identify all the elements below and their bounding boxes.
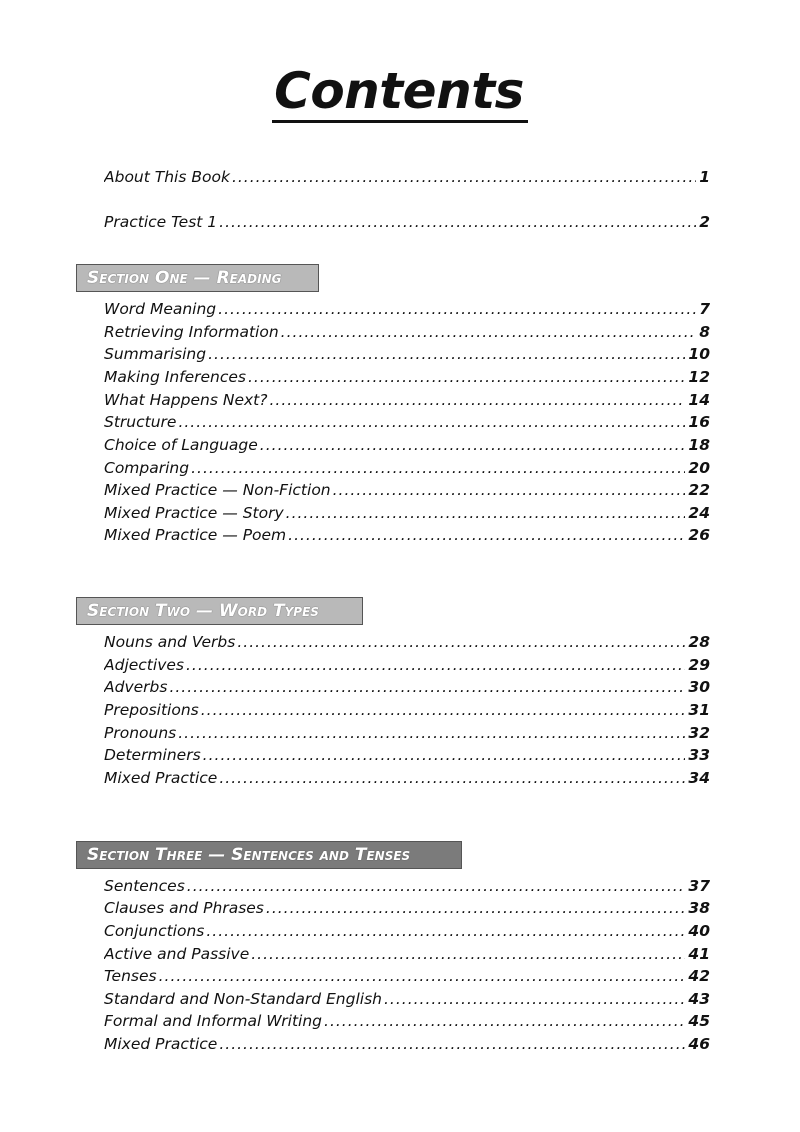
toc-entry-label: Determiners [104,746,201,764]
toc-leader-dots [232,166,696,188]
toc-entry-label: Clauses and Phrases [104,899,264,917]
toc-leader-dots [219,767,685,789]
toc-leader-dots [219,1033,685,1055]
toc-entry[interactable] [104,965,710,987]
toc-entry-label: Comparing [104,459,190,477]
toc-entry-label: Conjunctions [104,922,205,940]
toc-entry-label: Mixed Practice [104,769,218,787]
toc-entry[interactable] [104,920,710,942]
toc-entry[interactable] [104,943,710,965]
section-heading-label: Section One — Reading [87,268,282,288]
toc-entry-page: 42 [688,967,710,985]
toc-entry-page: 26 [688,526,710,544]
toc-entry[interactable] [104,366,710,388]
toc-entry[interactable] [104,722,710,744]
toc-entry[interactable] [104,1033,710,1055]
toc-entry[interactable] [104,321,710,343]
toc-leader-dots [248,366,685,388]
toc-leader-dots [159,965,686,987]
toc-entry[interactable] [104,744,710,766]
toc-leader-dots [201,699,686,721]
toc-entry-label: Structure [104,413,177,431]
toc-entry-label: Mixed Practice — Poem [104,526,287,544]
toc-entry-label: Practice Test 1 [104,213,218,231]
toc-leader-dots [251,943,685,965]
toc-entry-label: Making Inferences [104,368,246,386]
toc-entry-page: 45 [688,1012,710,1030]
toc-entry-page: 29 [688,656,710,674]
toc-leader-dots [286,502,686,524]
toc-entry[interactable] [104,897,710,919]
toc-entry-label: Prepositions [104,701,199,719]
toc-entry[interactable] [104,631,710,653]
section-heading-sentences-tenses [76,841,462,869]
toc-entry[interactable] [104,166,710,188]
toc-entry-label: What Happens Next? [104,391,268,409]
toc-entry-page: 1 [699,168,710,186]
section-heading-label: Section Two — Word Types [87,601,319,621]
toc-entry[interactable] [104,411,710,433]
toc-entry-page: 32 [688,724,710,742]
page-header [0,62,800,123]
toc-leader-dots [203,744,686,766]
toc-leader-dots [288,524,685,546]
toc-entry-page: 40 [688,922,710,940]
toc-entry-label: Nouns and Verbs [104,633,236,651]
section-heading-reading [76,264,319,292]
toc-leader-dots [206,920,685,942]
toc-leader-dots [178,722,685,744]
toc-leader-dots [324,1010,685,1032]
toc-entry-page: 24 [688,504,710,522]
toc-entry-label: Pronouns [104,724,177,742]
toc-leader-dots [169,676,685,698]
toc-leader-dots [218,298,696,320]
toc-entry[interactable] [104,434,710,456]
toc-entry-label: Mixed Practice [104,1035,218,1053]
toc-entry[interactable] [104,211,710,233]
section-heading-word-types [76,597,363,625]
toc-entry[interactable] [104,389,710,411]
toc-entry[interactable] [104,343,710,365]
toc-entry-page: 7 [699,300,710,318]
toc-entry[interactable] [104,676,710,698]
toc-entry-label: Active and Passive [104,945,250,963]
toc-entry-page: 18 [688,436,710,454]
toc-entry[interactable] [104,457,710,479]
toc-entry-page: 14 [688,391,710,409]
toc-entry-page: 30 [688,678,710,696]
toc-entry-page: 46 [688,1035,710,1053]
toc-entry-page: 34 [688,769,710,787]
toc-leader-dots [187,875,686,897]
toc-entry-label: Mixed Practice — Story [104,504,284,522]
toc-entry-page: 22 [688,481,710,499]
toc-entry[interactable] [104,1010,710,1032]
toc-entry-page: 10 [688,345,710,363]
section-heading-label: Section Three — Sentences and Tenses [87,845,411,865]
toc-entry-label: Summarising [104,345,207,363]
toc-entry-label: Retrieving Information [104,323,279,341]
toc-entry[interactable] [104,988,710,1010]
toc-entry-page: 41 [688,945,710,963]
toc-entry-page: 38 [688,899,710,917]
toc-entry-page: 33 [688,746,710,764]
toc-entry-label: Choice of Language [104,436,258,454]
toc-entry-page: 20 [688,459,710,477]
toc-entry[interactable] [104,875,710,897]
toc-leader-dots [178,411,685,433]
toc-leader-dots [333,479,686,501]
toc-leader-dots [269,389,685,411]
toc-entry[interactable] [104,502,710,524]
toc-leader-dots [208,343,685,365]
toc-entry-page: 8 [699,323,710,341]
toc-entry-page: 12 [688,368,710,386]
toc-entry[interactable] [104,654,710,676]
toc-leader-dots [384,988,685,1010]
toc-entry[interactable] [104,479,710,501]
toc-leader-dots [237,631,685,653]
toc-entry-page: 2 [699,213,710,231]
toc-entry-label: Word Meaning [104,300,217,318]
toc-entry-label: Standard and Non-Standard English [104,990,382,1008]
toc-entry-page: 37 [688,877,710,895]
toc-entry-label: Formal and Informal Writing [104,1012,323,1030]
toc-leader-dots [281,321,697,343]
toc-entry-label: Adjectives [104,656,184,674]
toc-entry[interactable] [104,298,710,320]
toc-entry-label: Tenses [104,967,157,985]
page-title: Contents [272,62,528,123]
toc-entry-page: 31 [688,701,710,719]
toc-entry-page: 16 [688,413,710,431]
toc-leader-dots [186,654,685,676]
toc-entry-label: About This Book [104,168,230,186]
toc-entry[interactable] [104,699,710,721]
toc-entry-page: 28 [688,633,710,651]
toc-entry-label: Sentences [104,877,185,895]
toc-leader-dots [260,434,686,456]
toc-entry-page: 43 [688,990,710,1008]
toc-entry[interactable] [104,524,710,546]
toc-entry-label: Adverbs [104,678,168,696]
toc-entry-label: Mixed Practice — Non-Fiction [104,481,331,499]
toc-leader-dots [266,897,686,919]
toc-leader-dots [191,457,685,479]
toc-leader-dots [219,211,696,233]
toc-entry[interactable] [104,767,710,789]
